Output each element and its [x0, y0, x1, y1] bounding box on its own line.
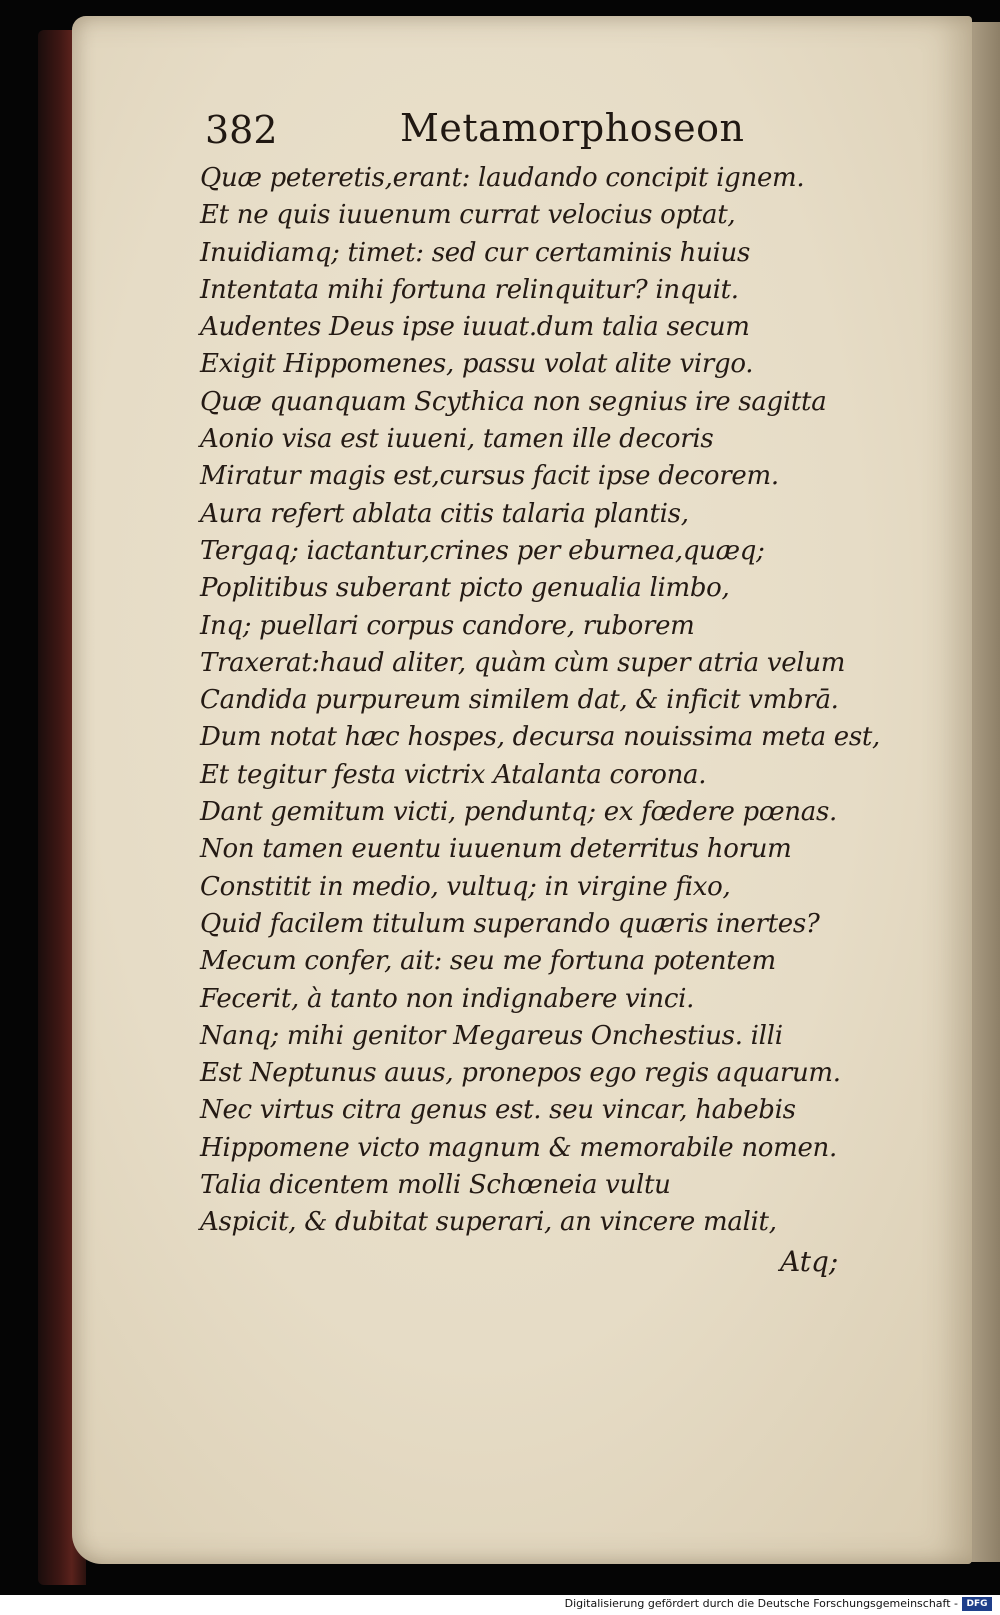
- verse-line: Quæ peteretis,erant: laudando concipit ignem.: [200, 163, 805, 193]
- verse-line: Mecum confer, ait: seu me fortuna potentem: [200, 946, 776, 977]
- verse-line: Fecerit, à tanto non indignabere vinci.: [200, 983, 695, 1014]
- verse-line: Hippomene victo magnum & memorabile nomen.: [200, 1132, 837, 1163]
- verse-line: Et ne quis iuuenum currat velocius optat,: [200, 200, 736, 231]
- catchword: Atq;: [780, 1245, 839, 1278]
- verse-line: Quæ quanquam Scythica non segnius ire sagitta: [200, 386, 827, 417]
- verse-line: Non tamen euentu iuuenum deterritus horum: [200, 834, 792, 865]
- verse-line: Inuidiamq; timet: sed cur certaminis huius: [200, 237, 751, 268]
- verse-line: Constitit in medio, vultuq; in virgine fixo,: [200, 871, 731, 902]
- verse-line: Inq; puellari corpus candore, ruborem: [200, 610, 695, 641]
- verse-line: Intentata mihi fortuna relinquitur? inquit.: [200, 274, 739, 305]
- dfg-logo-icon: DFG: [962, 1597, 992, 1611]
- funding-credit: Digitalisierung gefördert durch die Deutsche Forschungsgemeinschaft -: [564, 1597, 958, 1610]
- verse-line: Et tegitur festa victrix Atalanta corona.: [200, 759, 707, 790]
- verse-line: Talia dicentem molli Schœneia vultu: [200, 1170, 671, 1201]
- verse-line: Tergaq; iactantur,crines per eburnea,quæq;: [200, 535, 765, 566]
- verse-line: Quid facilem titulum superando quæris inertes?: [200, 908, 820, 939]
- verse-line: Dant gemitum victi, penduntq; ex fœdere pœnas.: [200, 797, 837, 828]
- verse-line: Nec virtus citra genus est. seu vincar, habebis: [200, 1095, 796, 1126]
- verse-line: Poplitibus suberant picto genualia limbo,: [200, 573, 730, 604]
- running-title: Metamorphoseon: [400, 106, 745, 150]
- verse-line: Aspicit, & dubitat superari, an vincere malit,: [200, 1207, 777, 1238]
- verse-line: Audentes Deus ipse iuuat.dum talia secum: [200, 312, 750, 343]
- verse-line: Miratur magis est,cursus facit ipse decorem.: [200, 461, 779, 492]
- digitization-footer: [0, 1595, 1000, 1615]
- verse-line: Nanq; mihi genitor Megareus Onchestius. illi: [200, 1020, 783, 1051]
- page-number: 382: [205, 108, 278, 152]
- verse-line: Aura refert ablata citis talaria plantis,: [200, 498, 689, 529]
- verse-line: Traxerat:haud aliter, quàm cùm super atria velum: [200, 647, 846, 678]
- verse-line: Est Neptunus auus, pronepos ego regis aquarum.: [200, 1058, 841, 1089]
- verse-line: Candida purpureum similem dat, & inficit vmbrā.: [200, 685, 839, 716]
- verse-line: Exigit Hippomenes, passu volat alite virgo.: [200, 349, 754, 380]
- verse-line: Aonio visa est iuueni, tamen ille decoris: [200, 424, 714, 455]
- verse-line: Dum notat hæc hospes, decursa nouissima meta est,: [200, 722, 880, 753]
- verse-text: [200, 160, 880, 1242]
